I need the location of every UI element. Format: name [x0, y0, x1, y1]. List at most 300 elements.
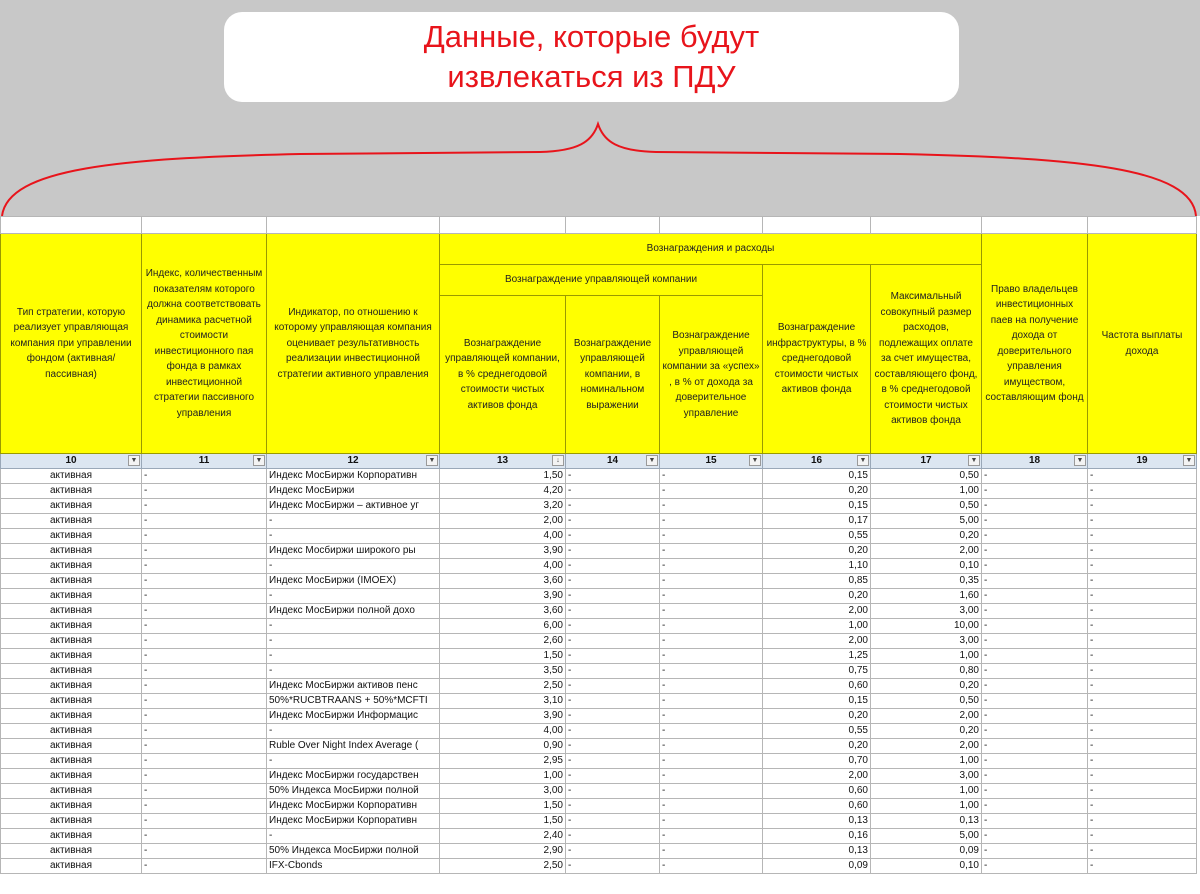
table-cell-col-12[interactable]: -	[267, 589, 440, 604]
table-cell-col-13[interactable]: 3,90	[440, 544, 566, 559]
table-cell-col-16[interactable]: 0,15	[763, 694, 871, 709]
table-cell-col-11[interactable]: -	[142, 739, 267, 754]
table-cell-col-11[interactable]: -	[142, 604, 267, 619]
table-cell-col-15[interactable]: -	[660, 619, 763, 634]
filter-dropdown-icon[interactable]: ▼	[128, 455, 140, 466]
table-cell-col-17[interactable]: 3,00	[871, 604, 982, 619]
table-cell-col-18[interactable]: -	[982, 724, 1088, 739]
table-cell-col-15[interactable]: -	[660, 694, 763, 709]
table-cell-col-17[interactable]: 5,00	[871, 829, 982, 844]
table-cell-col-15[interactable]: -	[660, 859, 763, 874]
table-cell-col-17[interactable]: 0,80	[871, 664, 982, 679]
col-num-13[interactable]: 13 ↓	[440, 454, 566, 469]
table-cell-col-10[interactable]: активная	[1, 634, 142, 649]
table-cell-col-19[interactable]: -	[1088, 739, 1197, 754]
table-cell-col-13[interactable]: 2,50	[440, 679, 566, 694]
table-cell-col-13[interactable]: 3,50	[440, 664, 566, 679]
table-cell-col-15[interactable]: -	[660, 649, 763, 664]
table-cell-col-15[interactable]: -	[660, 739, 763, 754]
table-cell-col-18[interactable]: -	[982, 784, 1088, 799]
table-cell-col-12[interactable]: 50% Индекса МосБиржи полной	[267, 784, 440, 799]
table-cell-col-11[interactable]: -	[142, 814, 267, 829]
table-cell-col-18[interactable]: -	[982, 559, 1088, 574]
table-cell-col-11[interactable]: -	[142, 844, 267, 859]
table-cell-col-15[interactable]: -	[660, 709, 763, 724]
table-cell-col-10[interactable]: активная	[1, 499, 142, 514]
table-cell-col-17[interactable]: 1,60	[871, 589, 982, 604]
table-cell-col-14[interactable]: -	[566, 724, 660, 739]
table-cell-col-14[interactable]: -	[566, 754, 660, 769]
table-cell-col-19[interactable]: -	[1088, 829, 1197, 844]
table-cell-col-17[interactable]: 0,35	[871, 574, 982, 589]
table-cell-col-13[interactable]: 3,00	[440, 784, 566, 799]
table-cell-col-13[interactable]: 3,10	[440, 694, 566, 709]
table-cell-col-16[interactable]: 0,15	[763, 499, 871, 514]
table-cell-col-18[interactable]: -	[982, 604, 1088, 619]
sort-filter-icon[interactable]: ↓	[552, 455, 564, 466]
table-cell-col-18[interactable]: -	[982, 634, 1088, 649]
table-cell-col-12[interactable]: -	[267, 529, 440, 544]
table-cell-col-14[interactable]: -	[566, 589, 660, 604]
header-group-sub[interactable]: Вознаграждение управляющей компании	[440, 265, 763, 296]
table-cell-col-10[interactable]: активная	[1, 814, 142, 829]
table-cell-col-18[interactable]: -	[982, 769, 1088, 784]
table-cell-col-15[interactable]: -	[660, 724, 763, 739]
table-cell-col-11[interactable]: -	[142, 574, 267, 589]
table-cell-col-19[interactable]: -	[1088, 694, 1197, 709]
table-cell-col-13[interactable]: 1,50	[440, 649, 566, 664]
table-cell-col-15[interactable]: -	[660, 469, 763, 484]
table-cell-col-10[interactable]: активная	[1, 709, 142, 724]
table-cell-col-11[interactable]: -	[142, 769, 267, 784]
table-cell-col-19[interactable]: -	[1088, 844, 1197, 859]
table-cell-col-13[interactable]: 6,00	[440, 619, 566, 634]
table-cell-col-10[interactable]: активная	[1, 724, 142, 739]
table-cell-col-17[interactable]: 1,00	[871, 649, 982, 664]
table-cell-col-13[interactable]: 2,00	[440, 514, 566, 529]
table-cell-col-11[interactable]: -	[142, 784, 267, 799]
table-cell-col-12[interactable]: Индекс МосБиржи Корпоративн	[267, 469, 440, 484]
table-cell-col-10[interactable]: активная	[1, 649, 142, 664]
table-cell-col-10[interactable]: активная	[1, 619, 142, 634]
filter-dropdown-icon[interactable]: ▼	[1183, 455, 1195, 466]
table-cell-col-12[interactable]: Индекс МосБиржи Корпоративн	[267, 799, 440, 814]
table-cell-col-18[interactable]: -	[982, 649, 1088, 664]
table-cell-col-15[interactable]: -	[660, 664, 763, 679]
header-group-main[interactable]: Вознаграждения и расходы	[440, 234, 982, 265]
table-cell-col-10[interactable]: активная	[1, 484, 142, 499]
table-cell-col-10[interactable]: активная	[1, 514, 142, 529]
table-cell-col-13[interactable]: 2,90	[440, 844, 566, 859]
table-cell-col-11[interactable]: -	[142, 649, 267, 664]
col-num-18[interactable]: 18 ▼	[982, 454, 1088, 469]
table-cell-col-11[interactable]: -	[142, 499, 267, 514]
table-cell-col-11[interactable]: -	[142, 799, 267, 814]
filter-dropdown-icon[interactable]: ▼	[1074, 455, 1086, 466]
table-cell-col-14[interactable]: -	[566, 799, 660, 814]
table-cell-col-11[interactable]: -	[142, 694, 267, 709]
table-cell-col-16[interactable]: 0,55	[763, 724, 871, 739]
table-cell-col-14[interactable]: -	[566, 514, 660, 529]
table-cell-col-17[interactable]: 2,00	[871, 709, 982, 724]
table-cell-col-19[interactable]: -	[1088, 799, 1197, 814]
table-cell-col-15[interactable]: -	[660, 589, 763, 604]
table-cell-col-16[interactable]: 0,20	[763, 544, 871, 559]
table-cell-col-10[interactable]: активная	[1, 589, 142, 604]
table-cell-col-16[interactable]: 1,10	[763, 559, 871, 574]
table-cell-col-14[interactable]: -	[566, 529, 660, 544]
col-num-17[interactable]: 17 ▼	[871, 454, 982, 469]
table-cell-col-13[interactable]: 1,00	[440, 769, 566, 784]
table-cell-col-11[interactable]: -	[142, 709, 267, 724]
table-cell-col-13[interactable]: 2,60	[440, 634, 566, 649]
table-cell-col-10[interactable]: активная	[1, 559, 142, 574]
table-cell-col-19[interactable]: -	[1088, 784, 1197, 799]
table-cell-col-13[interactable]: 3,20	[440, 499, 566, 514]
table-cell-col-12[interactable]: -	[267, 829, 440, 844]
col-num-15[interactable]: 15 ▼	[660, 454, 763, 469]
table-cell-col-18[interactable]: -	[982, 739, 1088, 754]
table-cell-col-13[interactable]: 4,00	[440, 724, 566, 739]
table-cell-col-14[interactable]: -	[566, 664, 660, 679]
table-cell-col-19[interactable]: -	[1088, 574, 1197, 589]
table-cell-col-17[interactable]: 0,20	[871, 679, 982, 694]
table-cell-col-17[interactable]: 0,20	[871, 724, 982, 739]
table-cell-col-17[interactable]: 0,09	[871, 844, 982, 859]
table-cell-col-17[interactable]: 5,00	[871, 514, 982, 529]
table-cell-col-10[interactable]: активная	[1, 544, 142, 559]
table-cell-col-16[interactable]: 0,60	[763, 799, 871, 814]
table-cell-col-14[interactable]: -	[566, 469, 660, 484]
col-num-11[interactable]: 11 ▼	[142, 454, 267, 469]
table-cell-col-16[interactable]: 0,75	[763, 664, 871, 679]
table-cell-col-14[interactable]: -	[566, 784, 660, 799]
table-cell-col-19[interactable]: -	[1088, 604, 1197, 619]
table-cell-col-11[interactable]: -	[142, 469, 267, 484]
table-cell-col-13[interactable]: 3,60	[440, 604, 566, 619]
table-cell-col-12[interactable]: Индекс МосБиржи	[267, 484, 440, 499]
table-cell-col-15[interactable]: -	[660, 679, 763, 694]
table-cell-col-18[interactable]: -	[982, 844, 1088, 859]
table-cell-col-10[interactable]: активная	[1, 784, 142, 799]
table-cell-col-16[interactable]: 0,85	[763, 574, 871, 589]
table-cell-col-13[interactable]: 4,20	[440, 484, 566, 499]
col-num-12[interactable]: 12 ▼	[267, 454, 440, 469]
table-cell-col-15[interactable]: -	[660, 559, 763, 574]
table-cell-col-17[interactable]: 2,00	[871, 544, 982, 559]
table-cell-col-15[interactable]: -	[660, 799, 763, 814]
table-cell-col-19[interactable]: -	[1088, 724, 1197, 739]
table-cell-col-15[interactable]: -	[660, 574, 763, 589]
table-cell-col-12[interactable]: Ruble Over Night Index Average (	[267, 739, 440, 754]
table-cell-col-12[interactable]: -	[267, 754, 440, 769]
table-cell-col-18[interactable]: -	[982, 574, 1088, 589]
table-cell-col-18[interactable]: -	[982, 814, 1088, 829]
table-cell-col-16[interactable]: 1,00	[763, 619, 871, 634]
table-cell-col-10[interactable]: активная	[1, 769, 142, 784]
table-cell-col-17[interactable]: 3,00	[871, 769, 982, 784]
table-cell-col-17[interactable]: 1,00	[871, 784, 982, 799]
header-c12[interactable]: Индикатор, по отношению к которому управляющая компания оценивает результативность реализации инвестиционной стратегии активного управления	[267, 234, 440, 454]
table-cell-col-16[interactable]: 1,25	[763, 649, 871, 664]
table-cell-col-17[interactable]: 1,00	[871, 799, 982, 814]
table-cell-col-13[interactable]: 4,00	[440, 559, 566, 574]
table-cell-col-12[interactable]: -	[267, 559, 440, 574]
table-cell-col-13[interactable]: 2,50	[440, 859, 566, 874]
table-cell-col-11[interactable]: -	[142, 829, 267, 844]
table-cell-col-17[interactable]: 0,10	[871, 859, 982, 874]
table-cell-col-14[interactable]: -	[566, 634, 660, 649]
table-cell-col-18[interactable]: -	[982, 829, 1088, 844]
table-cell-col-18[interactable]: -	[982, 589, 1088, 604]
table-cell-col-19[interactable]: -	[1088, 559, 1197, 574]
table-cell-col-18[interactable]: -	[982, 679, 1088, 694]
table-cell-col-19[interactable]: -	[1088, 814, 1197, 829]
table-cell-col-18[interactable]: -	[982, 529, 1088, 544]
table-cell-col-10[interactable]: активная	[1, 739, 142, 754]
table-cell-col-17[interactable]: 0,50	[871, 499, 982, 514]
table-cell-col-14[interactable]: -	[566, 814, 660, 829]
table-cell-col-19[interactable]: -	[1088, 649, 1197, 664]
table-cell-col-19[interactable]: -	[1088, 769, 1197, 784]
table-cell-col-10[interactable]: активная	[1, 604, 142, 619]
table-cell-col-10[interactable]: активная	[1, 529, 142, 544]
table-cell-col-15[interactable]: -	[660, 529, 763, 544]
header-c10[interactable]: Тип стратегии, которую реализует управляющая компания при управлении фондом (активная/пассивная)	[1, 234, 142, 454]
table-cell-col-18[interactable]: -	[982, 484, 1088, 499]
table-cell-col-11[interactable]: -	[142, 664, 267, 679]
header-c15[interactable]: Вознаграждение управляющей компании за «успех» , в % от дохода за доверительное управление	[660, 296, 763, 454]
table-cell-col-13[interactable]: 4,00	[440, 529, 566, 544]
header-c18[interactable]: Право владельцев инвестиционных паев на получение дохода от доверительного управления имуществом, составляющим фонд	[982, 234, 1088, 454]
table-cell-col-14[interactable]: -	[566, 709, 660, 724]
table-cell-col-14[interactable]: -	[566, 499, 660, 514]
col-num-16[interactable]: 16 ▼	[763, 454, 871, 469]
table-cell-col-10[interactable]: активная	[1, 574, 142, 589]
table-cell-col-13[interactable]: 1,50	[440, 814, 566, 829]
table-cell-col-11[interactable]: -	[142, 619, 267, 634]
table-cell-col-15[interactable]: -	[660, 844, 763, 859]
table-cell-col-16[interactable]: 0,13	[763, 844, 871, 859]
table-cell-col-12[interactable]: Индекс МосБиржи Информацис	[267, 709, 440, 724]
table-cell-col-10[interactable]: активная	[1, 829, 142, 844]
table-cell-col-12[interactable]: Индекс Мосбиржи широкого ры	[267, 544, 440, 559]
table-cell-col-15[interactable]: -	[660, 784, 763, 799]
table-cell-col-15[interactable]: -	[660, 484, 763, 499]
table-cell-col-14[interactable]: -	[566, 544, 660, 559]
table-cell-col-16[interactable]: 0,20	[763, 484, 871, 499]
table-cell-col-15[interactable]: -	[660, 499, 763, 514]
table-cell-col-14[interactable]: -	[566, 574, 660, 589]
table-cell-col-13[interactable]: 0,90	[440, 739, 566, 754]
table-cell-col-13[interactable]: 2,40	[440, 829, 566, 844]
table-cell-col-17[interactable]: 3,00	[871, 634, 982, 649]
filter-dropdown-icon[interactable]: ▼	[749, 455, 761, 466]
table-cell-col-16[interactable]: 0,70	[763, 754, 871, 769]
table-cell-col-14[interactable]: -	[566, 619, 660, 634]
table-cell-col-14[interactable]: -	[566, 829, 660, 844]
table-cell-col-12[interactable]: Индекс МосБиржи полной дохо	[267, 604, 440, 619]
table-cell-col-13[interactable]: 1,50	[440, 799, 566, 814]
table-cell-col-12[interactable]: Индекс МосБиржи активов пенс	[267, 679, 440, 694]
table-cell-col-19[interactable]: -	[1088, 634, 1197, 649]
table-cell-col-19[interactable]: -	[1088, 619, 1197, 634]
table-cell-col-16[interactable]: 0,60	[763, 679, 871, 694]
table-cell-col-19[interactable]: -	[1088, 859, 1197, 874]
table-cell-col-13[interactable]: 3,90	[440, 709, 566, 724]
table-cell-col-15[interactable]: -	[660, 544, 763, 559]
table-cell-col-12[interactable]: 50%*RUCBTRAANS + 50%*MCFTI	[267, 694, 440, 709]
table-cell-col-19[interactable]: -	[1088, 469, 1197, 484]
table-cell-col-11[interactable]: -	[142, 514, 267, 529]
table-cell-col-11[interactable]: -	[142, 484, 267, 499]
table-cell-col-15[interactable]: -	[660, 634, 763, 649]
table-cell-col-10[interactable]: активная	[1, 679, 142, 694]
table-cell-col-14[interactable]: -	[566, 679, 660, 694]
table-cell-col-12[interactable]: 50% Индекса МосБиржи полной	[267, 844, 440, 859]
table-cell-col-18[interactable]: -	[982, 799, 1088, 814]
table-cell-col-11[interactable]: -	[142, 859, 267, 874]
header-c16[interactable]: Вознаграждение инфраструктуры, в % среднегодовой стоимости чистых активов фонда	[763, 265, 871, 454]
table-cell-col-13[interactable]: 2,95	[440, 754, 566, 769]
table-cell-col-19[interactable]: -	[1088, 499, 1197, 514]
table-cell-col-18[interactable]: -	[982, 694, 1088, 709]
table-cell-col-15[interactable]: -	[660, 604, 763, 619]
filter-dropdown-icon[interactable]: ▼	[253, 455, 265, 466]
filter-dropdown-icon[interactable]: ▼	[857, 455, 869, 466]
filter-dropdown-icon[interactable]: ▼	[968, 455, 980, 466]
table-cell-col-11[interactable]: -	[142, 724, 267, 739]
table-cell-col-11[interactable]: -	[142, 544, 267, 559]
table-cell-col-14[interactable]: -	[566, 484, 660, 499]
table-cell-col-19[interactable]: -	[1088, 664, 1197, 679]
table-cell-col-17[interactable]: 0,50	[871, 469, 982, 484]
table-cell-col-18[interactable]: -	[982, 664, 1088, 679]
table-cell-col-16[interactable]: 2,00	[763, 769, 871, 784]
table-cell-col-14[interactable]: -	[566, 859, 660, 874]
table-cell-col-10[interactable]: активная	[1, 844, 142, 859]
table-cell-col-16[interactable]: 0,17	[763, 514, 871, 529]
header-c19[interactable]: Частота выплаты дохода	[1088, 234, 1197, 454]
table-cell-col-17[interactable]: 1,00	[871, 484, 982, 499]
table-cell-col-16[interactable]: 0,20	[763, 589, 871, 604]
table-cell-col-14[interactable]: -	[566, 739, 660, 754]
table-cell-col-10[interactable]: активная	[1, 469, 142, 484]
table-cell-col-16[interactable]: 0,15	[763, 469, 871, 484]
table-cell-col-16[interactable]: 0,60	[763, 784, 871, 799]
table-cell-col-17[interactable]: 0,50	[871, 694, 982, 709]
table-cell-col-11[interactable]: -	[142, 754, 267, 769]
table-cell-col-17[interactable]: 2,00	[871, 739, 982, 754]
table-cell-col-16[interactable]: 2,00	[763, 634, 871, 649]
table-cell-col-15[interactable]: -	[660, 769, 763, 784]
table-cell-col-13[interactable]: 3,90	[440, 589, 566, 604]
table-cell-col-17[interactable]: 0,20	[871, 529, 982, 544]
table-cell-col-12[interactable]: Индекс МосБиржи (IMOEX)	[267, 574, 440, 589]
table-cell-col-18[interactable]: -	[982, 544, 1088, 559]
table-cell-col-16[interactable]: 0,20	[763, 739, 871, 754]
header-c17[interactable]: Максимальный совокупный размер расходов, подлежащих оплате за счет имущества, составляющего фонд, в % среднегодовой стоимости чистых активов фонда	[871, 265, 982, 454]
header-c11[interactable]: Индекс, количественным показателям которого должна соответствовать динамика расчетной стоимости инвестиционного пая фонда в рамках инвестиционной стратегии пассивного управления	[142, 234, 267, 454]
table-cell-col-18[interactable]: -	[982, 514, 1088, 529]
table-cell-col-12[interactable]: -	[267, 514, 440, 529]
table-cell-col-18[interactable]: -	[982, 709, 1088, 724]
table-cell-col-12[interactable]: -	[267, 634, 440, 649]
table-cell-col-13[interactable]: 3,60	[440, 574, 566, 589]
table-cell-col-18[interactable]: -	[982, 469, 1088, 484]
col-num-19[interactable]: 19 ▼	[1088, 454, 1197, 469]
table-cell-col-18[interactable]: -	[982, 619, 1088, 634]
table-cell-col-16[interactable]: 0,20	[763, 709, 871, 724]
filter-dropdown-icon[interactable]: ▼	[646, 455, 658, 466]
table-cell-col-12[interactable]: -	[267, 664, 440, 679]
table-cell-col-15[interactable]: -	[660, 829, 763, 844]
table-cell-col-17[interactable]: 1,00	[871, 754, 982, 769]
table-cell-col-14[interactable]: -	[566, 844, 660, 859]
table-cell-col-10[interactable]: активная	[1, 694, 142, 709]
header-c13[interactable]: Вознаграждение управляющей компании, в % среднегодовой стоимости чистых активов фонда	[440, 296, 566, 454]
table-cell-col-10[interactable]: активная	[1, 859, 142, 874]
table-cell-col-14[interactable]: -	[566, 559, 660, 574]
table-cell-col-12[interactable]: -	[267, 724, 440, 739]
table-cell-col-18[interactable]: -	[982, 754, 1088, 769]
table-cell-col-16[interactable]: 0,55	[763, 529, 871, 544]
table-cell-col-14[interactable]: -	[566, 769, 660, 784]
table-cell-col-17[interactable]: 10,00	[871, 619, 982, 634]
table-cell-col-18[interactable]: -	[982, 499, 1088, 514]
table-cell-col-19[interactable]: -	[1088, 544, 1197, 559]
table-cell-col-14[interactable]: -	[566, 604, 660, 619]
filter-dropdown-icon[interactable]: ▼	[426, 455, 438, 466]
table-cell-col-11[interactable]: -	[142, 634, 267, 649]
table-cell-col-16[interactable]: 0,16	[763, 829, 871, 844]
table-cell-col-15[interactable]: -	[660, 814, 763, 829]
table-cell-col-12[interactable]: -	[267, 619, 440, 634]
table-cell-col-12[interactable]: Индекс МосБиржи – активное уг	[267, 499, 440, 514]
table-cell-col-16[interactable]: 2,00	[763, 604, 871, 619]
table-cell-col-11[interactable]: -	[142, 559, 267, 574]
table-cell-col-15[interactable]: -	[660, 514, 763, 529]
table-cell-col-12[interactable]: Индекс МосБиржи государствен	[267, 769, 440, 784]
table-cell-col-10[interactable]: активная	[1, 754, 142, 769]
table-cell-col-15[interactable]: -	[660, 754, 763, 769]
table-cell-col-19[interactable]: -	[1088, 484, 1197, 499]
table-cell-col-14[interactable]: -	[566, 649, 660, 664]
table-cell-col-12[interactable]: Индекс МосБиржи Корпоративн	[267, 814, 440, 829]
table-cell-col-13[interactable]: 1,50	[440, 469, 566, 484]
table-cell-col-19[interactable]: -	[1088, 514, 1197, 529]
table-cell-col-11[interactable]: -	[142, 529, 267, 544]
table-cell-col-19[interactable]: -	[1088, 754, 1197, 769]
table-cell-col-19[interactable]: -	[1088, 589, 1197, 604]
table-cell-col-14[interactable]: -	[566, 694, 660, 709]
table-cell-col-19[interactable]: -	[1088, 529, 1197, 544]
table-cell-col-16[interactable]: 0,09	[763, 859, 871, 874]
table-cell-col-17[interactable]: 0,13	[871, 814, 982, 829]
table-cell-col-11[interactable]: -	[142, 679, 267, 694]
table-cell-col-16[interactable]: 0,13	[763, 814, 871, 829]
table-cell-col-12[interactable]: -	[267, 649, 440, 664]
header-c14[interactable]: Вознаграждение управляющей компании, в номинальном выражении	[566, 296, 660, 454]
table-cell-col-10[interactable]: активная	[1, 799, 142, 814]
table-cell-col-19[interactable]: -	[1088, 679, 1197, 694]
col-num-10[interactable]: 10 ▼	[1, 454, 142, 469]
table-cell-col-11[interactable]: -	[142, 589, 267, 604]
col-num-14[interactable]: 14 ▼	[566, 454, 660, 469]
table-cell-col-17[interactable]: 0,10	[871, 559, 982, 574]
table-cell-col-12[interactable]: IFX-Cbonds	[267, 859, 440, 874]
table-cell-col-19[interactable]: -	[1088, 709, 1197, 724]
